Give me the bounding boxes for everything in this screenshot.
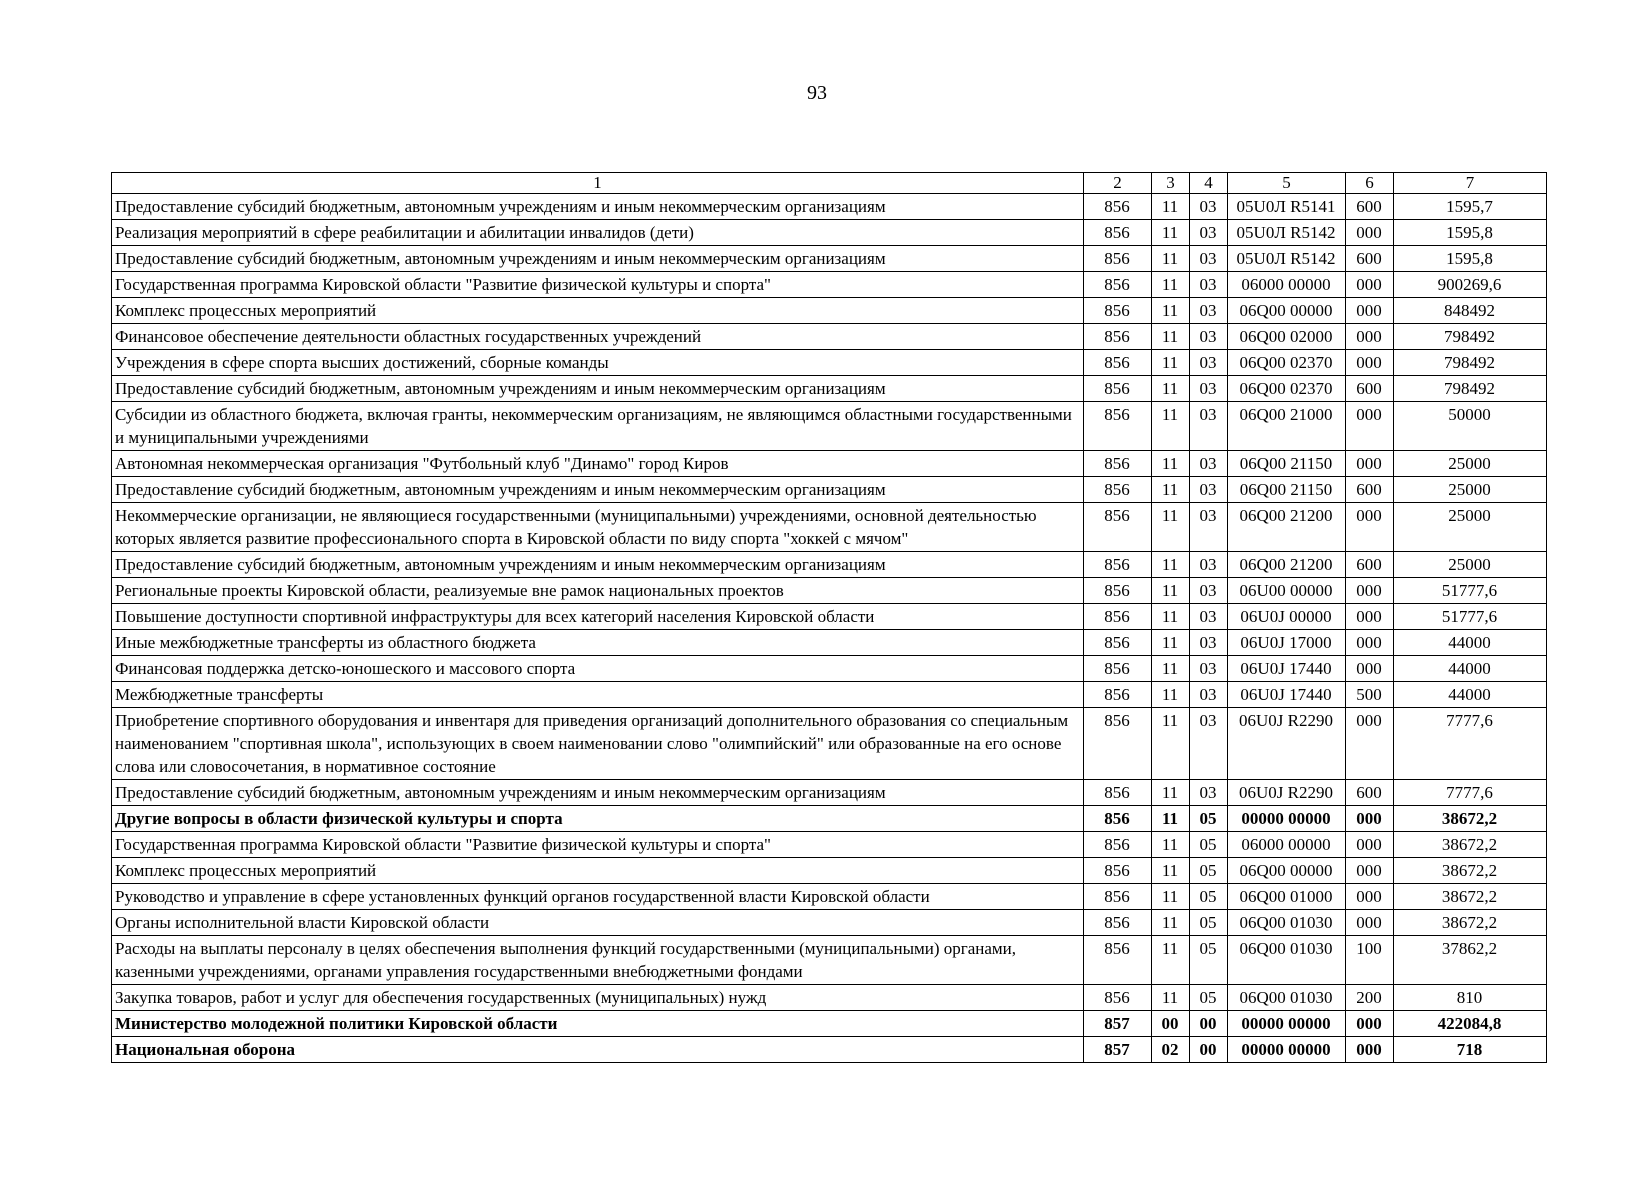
- row-name-cell: Межбюджетные трансферты: [112, 682, 1084, 708]
- subsection-cell: 03: [1190, 451, 1228, 477]
- table-row: [112, 985, 1547, 1011]
- subsection-cell: 03: [1190, 552, 1228, 578]
- section-cell: 11: [1152, 832, 1190, 858]
- table-row: [112, 272, 1547, 298]
- row-name-cell: Повышение доступности спортивной инфраструктуры для всех категорий населения Кировской области: [112, 604, 1084, 630]
- amount-cell: 44000: [1394, 682, 1547, 708]
- section-cell: 11: [1152, 936, 1190, 985]
- row-name-cell: Комплекс процессных мероприятий: [112, 858, 1084, 884]
- target-article-cell: 06Q00 21200: [1228, 552, 1346, 578]
- table-row: [112, 578, 1547, 604]
- column-header: 3: [1152, 173, 1190, 194]
- column-header: 4: [1190, 173, 1228, 194]
- row-name-cell: Иные межбюджетные трансферты из областного бюджета: [112, 630, 1084, 656]
- row-name-cell: Субсидии из областного бюджета, включая гранты, некоммерческим организациям, не являющимся областными государственными и муниципальными учреждениями: [112, 402, 1084, 451]
- expense-type-cell: 000: [1346, 656, 1394, 682]
- row-name-cell: Предоставление субсидий бюджетным, автономным учреждениям и иным некоммерческим организациям: [112, 246, 1084, 272]
- subsection-cell: 03: [1190, 630, 1228, 656]
- subsection-cell: 03: [1190, 682, 1228, 708]
- row-name-cell: Предоставление субсидий бюджетным, автономным учреждениям и иным некоммерческим организациям: [112, 780, 1084, 806]
- section-cell: 11: [1152, 402, 1190, 451]
- expense-type-cell: 000: [1346, 604, 1394, 630]
- amount-cell: 50000: [1394, 402, 1547, 451]
- table-row: [112, 1037, 1547, 1063]
- table-row: [112, 220, 1547, 246]
- ministry-code-cell: 857: [1084, 1037, 1152, 1063]
- subsection-cell: 03: [1190, 503, 1228, 552]
- amount-cell: 7777,6: [1394, 708, 1547, 780]
- section-cell: 11: [1152, 858, 1190, 884]
- expense-type-cell: 000: [1346, 832, 1394, 858]
- target-article-cell: 06000 00000: [1228, 832, 1346, 858]
- ministry-code-cell: 856: [1084, 780, 1152, 806]
- table-row: [112, 194, 1547, 220]
- amount-cell: 25000: [1394, 503, 1547, 552]
- table-row: [112, 682, 1547, 708]
- expense-type-cell: 000: [1346, 451, 1394, 477]
- row-name-cell: Региональные проекты Кировской области, реализуемые вне рамок национальных проектов: [112, 578, 1084, 604]
- expense-type-cell: 000: [1346, 708, 1394, 780]
- subsection-cell: 03: [1190, 220, 1228, 246]
- amount-cell: 7777,6: [1394, 780, 1547, 806]
- expense-type-cell: 600: [1346, 376, 1394, 402]
- amount-cell: 848492: [1394, 298, 1547, 324]
- row-name-cell: Государственная программа Кировской области "Развитие физической культуры и спорта": [112, 272, 1084, 298]
- expense-type-cell: 000: [1346, 272, 1394, 298]
- row-name-cell: Финансовая поддержка детско-юношеского и массового спорта: [112, 656, 1084, 682]
- amount-cell: 38672,2: [1394, 858, 1547, 884]
- subsection-cell: 03: [1190, 376, 1228, 402]
- expense-type-cell: 000: [1346, 402, 1394, 451]
- section-cell: 11: [1152, 451, 1190, 477]
- ministry-code-cell: 856: [1084, 272, 1152, 298]
- target-article-cell: 05U0Л R5142: [1228, 220, 1346, 246]
- section-cell: 11: [1152, 578, 1190, 604]
- row-name-cell: Министерство молодежной политики Кировской области: [112, 1011, 1084, 1037]
- target-article-cell: 06Q00 21150: [1228, 451, 1346, 477]
- ministry-code-cell: 856: [1084, 402, 1152, 451]
- target-article-cell: 00000 00000: [1228, 1037, 1346, 1063]
- ministry-code-cell: 856: [1084, 324, 1152, 350]
- subsection-cell: 05: [1190, 832, 1228, 858]
- subsection-cell: 05: [1190, 985, 1228, 1011]
- target-article-cell: 06U0J 00000: [1228, 604, 1346, 630]
- amount-cell: 38672,2: [1394, 884, 1547, 910]
- table-row: [112, 936, 1547, 985]
- expense-type-cell: 000: [1346, 220, 1394, 246]
- target-article-cell: 06Q00 00000: [1228, 858, 1346, 884]
- expense-type-cell: 100: [1346, 936, 1394, 985]
- amount-cell: 38672,2: [1394, 910, 1547, 936]
- ministry-code-cell: 856: [1084, 194, 1152, 220]
- section-cell: 11: [1152, 246, 1190, 272]
- ministry-code-cell: 856: [1084, 884, 1152, 910]
- target-article-cell: 06Q00 01030: [1228, 910, 1346, 936]
- amount-cell: 798492: [1394, 324, 1547, 350]
- target-article-cell: 06000 00000: [1228, 272, 1346, 298]
- target-article-cell: 06U0J 17440: [1228, 682, 1346, 708]
- expense-type-cell: 600: [1346, 246, 1394, 272]
- expense-type-cell: 000: [1346, 910, 1394, 936]
- amount-cell: 25000: [1394, 477, 1547, 503]
- subsection-cell: 03: [1190, 780, 1228, 806]
- section-cell: 11: [1152, 220, 1190, 246]
- section-cell: 11: [1152, 503, 1190, 552]
- ministry-code-cell: 856: [1084, 708, 1152, 780]
- row-name-cell: Другие вопросы в области физической культуры и спорта: [112, 806, 1084, 832]
- ministry-code-cell: 856: [1084, 858, 1152, 884]
- section-cell: 11: [1152, 780, 1190, 806]
- row-name-cell: Руководство и управление в сфере установленных функций органов государственной власти Кировской области: [112, 884, 1084, 910]
- amount-cell: 44000: [1394, 656, 1547, 682]
- section-cell: 11: [1152, 884, 1190, 910]
- target-article-cell: 06Q00 01030: [1228, 985, 1346, 1011]
- table-row: [112, 324, 1547, 350]
- column-header: 1: [112, 173, 1084, 194]
- expense-type-cell: 600: [1346, 477, 1394, 503]
- ministry-code-cell: 856: [1084, 376, 1152, 402]
- row-name-cell: Органы исполнительной власти Кировской области: [112, 910, 1084, 936]
- row-name-cell: Комплекс процессных мероприятий: [112, 298, 1084, 324]
- subsection-cell: 03: [1190, 578, 1228, 604]
- subsection-cell: 03: [1190, 402, 1228, 451]
- subsection-cell: 05: [1190, 884, 1228, 910]
- row-name-cell: Предоставление субсидий бюджетным, автономным учреждениям и иным некоммерческим организациям: [112, 477, 1084, 503]
- section-cell: 11: [1152, 324, 1190, 350]
- target-article-cell: 06Q00 01030: [1228, 936, 1346, 985]
- amount-cell: 900269,6: [1394, 272, 1547, 298]
- row-name-cell: Предоставление субсидий бюджетным, автономным учреждениям и иным некоммерческим организациям: [112, 194, 1084, 220]
- row-name-cell: Учреждения в сфере спорта высших достижений, сборные команды: [112, 350, 1084, 376]
- amount-cell: 718: [1394, 1037, 1547, 1063]
- expense-type-cell: 200: [1346, 985, 1394, 1011]
- section-cell: 11: [1152, 910, 1190, 936]
- ministry-code-cell: 856: [1084, 477, 1152, 503]
- ministry-code-cell: 856: [1084, 985, 1152, 1011]
- table-row: [112, 246, 1547, 272]
- section-cell: 11: [1152, 682, 1190, 708]
- ministry-code-cell: 856: [1084, 910, 1152, 936]
- table-row: [112, 350, 1547, 376]
- amount-cell: 422084,8: [1394, 1011, 1547, 1037]
- subsection-cell: 03: [1190, 708, 1228, 780]
- ministry-code-cell: 856: [1084, 656, 1152, 682]
- target-article-cell: 06Q00 02000: [1228, 324, 1346, 350]
- row-name-cell: Закупка товаров, работ и услуг для обеспечения государственных (муниципальных) нужд: [112, 985, 1084, 1011]
- amount-cell: 38672,2: [1394, 806, 1547, 832]
- row-name-cell: Автономная некоммерческая организация "Футбольный клуб "Динамо" город Киров: [112, 451, 1084, 477]
- amount-cell: 1595,8: [1394, 246, 1547, 272]
- table-row: [112, 451, 1547, 477]
- budget-table: [111, 172, 1547, 1063]
- section-cell: 02: [1152, 1037, 1190, 1063]
- table-row: [112, 780, 1547, 806]
- amount-cell: 1595,8: [1394, 220, 1547, 246]
- target-article-cell: 05U0Л R5142: [1228, 246, 1346, 272]
- amount-cell: 1595,7: [1394, 194, 1547, 220]
- amount-cell: 51777,6: [1394, 604, 1547, 630]
- expense-type-cell: 000: [1346, 630, 1394, 656]
- amount-cell: 798492: [1394, 350, 1547, 376]
- row-name-cell: Расходы на выплаты персоналу в целях обеспечения выполнения функций государственными (муниципальными) органами, казенными учреждениями, органами управления государственными внебюджетными фондами: [112, 936, 1084, 985]
- subsection-cell: 03: [1190, 298, 1228, 324]
- subsection-cell: 03: [1190, 194, 1228, 220]
- ministry-code-cell: 856: [1084, 451, 1152, 477]
- target-article-cell: 06U0J R2290: [1228, 780, 1346, 806]
- subsection-cell: 05: [1190, 936, 1228, 985]
- subsection-cell: 05: [1190, 806, 1228, 832]
- table-row: [112, 1011, 1547, 1037]
- subsection-cell: 03: [1190, 350, 1228, 376]
- section-cell: 11: [1152, 272, 1190, 298]
- amount-cell: 25000: [1394, 451, 1547, 477]
- section-cell: 00: [1152, 1011, 1190, 1037]
- header-row: [112, 173, 1547, 194]
- target-article-cell: 06Q00 01000: [1228, 884, 1346, 910]
- target-article-cell: 05U0Л R5141: [1228, 194, 1346, 220]
- section-cell: 11: [1152, 552, 1190, 578]
- expense-type-cell: 000: [1346, 503, 1394, 552]
- section-cell: 11: [1152, 376, 1190, 402]
- subsection-cell: 03: [1190, 246, 1228, 272]
- section-cell: 11: [1152, 604, 1190, 630]
- column-header: 5: [1228, 173, 1346, 194]
- table-row: [112, 477, 1547, 503]
- expense-type-cell: 000: [1346, 350, 1394, 376]
- target-article-cell: 06U0J 17440: [1228, 656, 1346, 682]
- ministry-code-cell: 857: [1084, 1011, 1152, 1037]
- table-row: [112, 552, 1547, 578]
- column-header: 7: [1394, 173, 1547, 194]
- subsection-cell: 03: [1190, 604, 1228, 630]
- subsection-cell: 00: [1190, 1011, 1228, 1037]
- table-row: [112, 503, 1547, 552]
- row-name-cell: Предоставление субсидий бюджетным, автономным учреждениям и иным некоммерческим организациям: [112, 376, 1084, 402]
- section-cell: 11: [1152, 806, 1190, 832]
- table-row: [112, 604, 1547, 630]
- expense-type-cell: 000: [1346, 324, 1394, 350]
- target-article-cell: 06Q00 00000: [1228, 298, 1346, 324]
- row-name-cell: Национальная оборона: [112, 1037, 1084, 1063]
- ministry-code-cell: 856: [1084, 220, 1152, 246]
- amount-cell: 44000: [1394, 630, 1547, 656]
- table-body: [112, 194, 1547, 1063]
- amount-cell: 810: [1394, 985, 1547, 1011]
- column-header: 6: [1346, 173, 1394, 194]
- table-row: [112, 656, 1547, 682]
- table-row: [112, 630, 1547, 656]
- expense-type-cell: 000: [1346, 884, 1394, 910]
- ministry-code-cell: 856: [1084, 936, 1152, 985]
- ministry-code-cell: 856: [1084, 298, 1152, 324]
- target-article-cell: 06U0J 17000: [1228, 630, 1346, 656]
- expense-type-cell: 000: [1346, 858, 1394, 884]
- amount-cell: 37862,2: [1394, 936, 1547, 985]
- target-article-cell: 06Q00 02370: [1228, 376, 1346, 402]
- table-row: [112, 884, 1547, 910]
- target-article-cell: 06Q00 02370: [1228, 350, 1346, 376]
- section-cell: 11: [1152, 708, 1190, 780]
- subsection-cell: 00: [1190, 1037, 1228, 1063]
- expense-type-cell: 000: [1346, 578, 1394, 604]
- expense-type-cell: 000: [1346, 1011, 1394, 1037]
- expense-type-cell: 600: [1346, 194, 1394, 220]
- section-cell: 11: [1152, 298, 1190, 324]
- target-article-cell: 06Q00 21150: [1228, 477, 1346, 503]
- target-article-cell: 06Q00 21000: [1228, 402, 1346, 451]
- expense-type-cell: 600: [1346, 780, 1394, 806]
- section-cell: 11: [1152, 630, 1190, 656]
- table-row: [112, 910, 1547, 936]
- row-name-cell: Предоставление субсидий бюджетным, автономным учреждениям и иным некоммерческим организациям: [112, 552, 1084, 578]
- target-article-cell: 06U00 00000: [1228, 578, 1346, 604]
- target-article-cell: 00000 00000: [1228, 1011, 1346, 1037]
- column-header: 2: [1084, 173, 1152, 194]
- subsection-cell: 03: [1190, 272, 1228, 298]
- subsection-cell: 03: [1190, 477, 1228, 503]
- amount-cell: 25000: [1394, 552, 1547, 578]
- ministry-code-cell: 856: [1084, 604, 1152, 630]
- table-row: [112, 806, 1547, 832]
- table-row: [112, 376, 1547, 402]
- row-name-cell: Финансовое обеспечение деятельности областных государственных учреждений: [112, 324, 1084, 350]
- row-name-cell: Государственная программа Кировской области "Развитие физической культуры и спорта": [112, 832, 1084, 858]
- section-cell: 11: [1152, 985, 1190, 1011]
- row-name-cell: Приобретение спортивного оборудования и инвентаря для приведения организаций дополнительного образования со специальным наименованием "спортивная школа", использующих в своем наименовании слово "олимпийский" или образованные на его основе слова или словосочетания, в нормативное состояние: [112, 708, 1084, 780]
- expense-type-cell: 000: [1346, 298, 1394, 324]
- subsection-cell: 05: [1190, 858, 1228, 884]
- ministry-code-cell: 856: [1084, 630, 1152, 656]
- ministry-code-cell: 856: [1084, 578, 1152, 604]
- subsection-cell: 05: [1190, 910, 1228, 936]
- row-name-cell: Некоммерческие организации, не являющиеся государственными (муниципальными) учреждениями, основной деятельностью которых является развитие профессионального спорта в Кировской области по виду спорта "хоккей с мячом": [112, 503, 1084, 552]
- table-row: [112, 858, 1547, 884]
- section-cell: 11: [1152, 656, 1190, 682]
- expense-type-cell: 600: [1346, 552, 1394, 578]
- section-cell: 11: [1152, 477, 1190, 503]
- table-row: [112, 708, 1547, 780]
- subsection-cell: 03: [1190, 324, 1228, 350]
- expense-type-cell: 000: [1346, 806, 1394, 832]
- row-name-cell: Реализация мероприятий в сфере реабилитации и абилитации инвалидов (дети): [112, 220, 1084, 246]
- ministry-code-cell: 856: [1084, 552, 1152, 578]
- target-article-cell: 00000 00000: [1228, 806, 1346, 832]
- target-article-cell: 06Q00 21200: [1228, 503, 1346, 552]
- table-row: [112, 832, 1547, 858]
- page-number: 93: [807, 82, 827, 104]
- ministry-code-cell: 856: [1084, 682, 1152, 708]
- amount-cell: 38672,2: [1394, 832, 1547, 858]
- expense-type-cell: 500: [1346, 682, 1394, 708]
- section-cell: 11: [1152, 194, 1190, 220]
- ministry-code-cell: 856: [1084, 350, 1152, 376]
- ministry-code-cell: 856: [1084, 806, 1152, 832]
- target-article-cell: 06U0J R2290: [1228, 708, 1346, 780]
- ministry-code-cell: 856: [1084, 832, 1152, 858]
- section-cell: 11: [1152, 350, 1190, 376]
- table-row: [112, 298, 1547, 324]
- ministry-code-cell: 856: [1084, 503, 1152, 552]
- subsection-cell: 03: [1190, 656, 1228, 682]
- amount-cell: 51777,6: [1394, 578, 1547, 604]
- amount-cell: 798492: [1394, 376, 1547, 402]
- table-row: [112, 402, 1547, 451]
- ministry-code-cell: 856: [1084, 246, 1152, 272]
- expense-type-cell: 000: [1346, 1037, 1394, 1063]
